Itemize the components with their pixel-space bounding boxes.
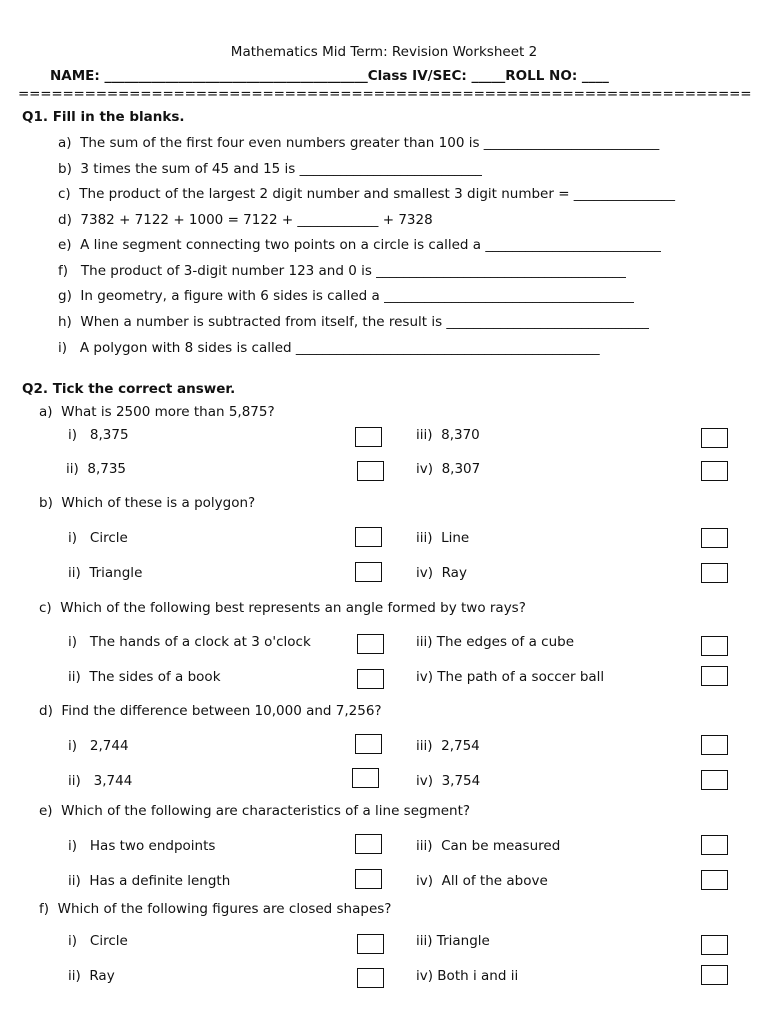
q2a-checkbox-iv[interactable] xyxy=(701,461,728,481)
q2-heading: Q2. Tick the correct answer. xyxy=(22,381,236,397)
q2a-checkbox-iii[interactable] xyxy=(701,428,728,448)
q1-item-i[interactable]: i) A polygon with 8 sides is called _____________________________________________ xyxy=(58,340,600,356)
q2f-checkbox-ii[interactable] xyxy=(357,968,384,988)
q2a-checkbox-i[interactable] xyxy=(355,427,382,447)
q2a-question: a) What is 2500 more than 5,875? xyxy=(39,404,275,420)
q2c-option-iv: iv) The path of a soccer ball xyxy=(416,669,605,685)
q2a-option-iii: iii) 8,370 xyxy=(416,427,480,443)
q2d-question: d) Find the difference between 10,000 and 7,256? xyxy=(39,703,382,719)
q1-item-b[interactable]: b) 3 times the sum of 45 and 15 is ___________________________ xyxy=(58,161,482,177)
q2c-option-ii: ii) The sides of a book xyxy=(68,669,221,685)
q2d-checkbox-i[interactable] xyxy=(355,734,382,754)
q1-item-g[interactable]: g) In geometry, a figure with 6 sides is called a _____________________________________ xyxy=(58,288,634,304)
q2a-option-i: i) 8,375 xyxy=(68,427,129,443)
q2e-checkbox-iv[interactable] xyxy=(701,870,728,890)
q2d-checkbox-ii[interactable] xyxy=(352,768,379,788)
q2c-checkbox-iv[interactable] xyxy=(701,666,728,686)
q2c-option-iii: iii) The edges of a cube xyxy=(416,634,575,650)
worksheet-title: Mathematics Mid Term: Revision Worksheet 2 xyxy=(230,44,538,60)
q2b-option-iv: iv) Ray xyxy=(416,565,467,581)
q2f-option-iv: iv) Both i and ii xyxy=(416,968,519,984)
q2a-checkbox-ii[interactable] xyxy=(357,461,384,481)
q2c-checkbox-iii[interactable] xyxy=(701,636,728,656)
q1-item-c[interactable]: c) The product of the largest 2 digit number and smallest 3 digit number = _______________ xyxy=(58,186,676,202)
q2d-option-iii: iii) 2,754 xyxy=(416,738,480,754)
separator-line: ================================================================== xyxy=(18,86,752,102)
q2b-checkbox-i[interactable] xyxy=(355,527,382,547)
q2e-option-iii: iii) Can be measured xyxy=(416,838,561,854)
q1-item-f[interactable]: f) The product of 3-digit number 123 and 0 is _____________________________________ xyxy=(58,263,626,279)
q2d-checkbox-iii[interactable] xyxy=(701,735,728,755)
q1-item-e[interactable]: e) A line segment connecting two points on a circle is called a __________________________ xyxy=(58,237,661,253)
q1-item-d[interactable]: d) 7382 + 7122 + 1000 = 7122 + ____________ + 7328 xyxy=(58,212,433,228)
q2f-option-i: i) Circle xyxy=(68,933,128,949)
q2b-checkbox-iii[interactable] xyxy=(701,528,728,548)
q2e-option-i: i) Has two endpoints xyxy=(68,838,216,854)
q2c-checkbox-ii[interactable] xyxy=(357,669,384,689)
q2b-option-i: i) Circle xyxy=(68,530,128,546)
q2f-option-ii: ii) Ray xyxy=(68,968,115,984)
student-info-line[interactable]: NAME: _______________________________________Class IV/SEC: _____ROLL NO: ____ xyxy=(50,68,609,84)
q2a-option-iv: iv) 8,307 xyxy=(416,461,481,477)
q2b-option-ii: ii) Triangle xyxy=(68,565,143,581)
q2e-checkbox-ii[interactable] xyxy=(355,869,382,889)
q2f-checkbox-iii[interactable] xyxy=(701,935,728,955)
q2b-question: b) Which of these is a polygon? xyxy=(39,495,256,511)
q2d-option-iv: iv) 3,754 xyxy=(416,773,481,789)
q1-item-a[interactable]: a) The sum of the first four even numbers greater than 100 is __________________________ xyxy=(58,135,660,151)
q2e-option-ii: ii) Has a definite length xyxy=(68,873,231,889)
q2c-option-i: i) The hands of a clock at 3 o'clock xyxy=(68,634,311,650)
q2e-checkbox-i[interactable] xyxy=(355,834,382,854)
q2e-checkbox-iii[interactable] xyxy=(701,835,728,855)
q2c-question: c) Which of the following best represents an angle formed by two rays? xyxy=(39,600,526,616)
q2d-option-ii: ii) 3,744 xyxy=(68,773,133,789)
q2b-checkbox-ii[interactable] xyxy=(355,562,382,582)
q2b-option-iii: iii) Line xyxy=(416,530,470,546)
q2f-question: f) Which of the following figures are closed shapes? xyxy=(39,901,392,917)
q2f-option-iii: iii) Triangle xyxy=(416,933,490,949)
q2e-question: e) Which of the following are characteristics of a line segment? xyxy=(39,803,471,819)
q1-heading: Q1. Fill in the blanks. xyxy=(22,109,185,125)
q2c-checkbox-i[interactable] xyxy=(357,634,384,654)
q2d-option-i: i) 2,744 xyxy=(68,738,129,754)
q1-item-h[interactable]: h) When a number is subtracted from itself, the result is ______________________________ xyxy=(58,314,649,330)
q2d-checkbox-iv[interactable] xyxy=(701,770,728,790)
q2f-checkbox-iv[interactable] xyxy=(701,965,728,985)
q2e-option-iv: iv) All of the above xyxy=(416,873,548,889)
q2f-checkbox-i[interactable] xyxy=(357,934,384,954)
q2a-option-ii: ii) 8,735 xyxy=(66,461,126,477)
q2b-checkbox-iv[interactable] xyxy=(701,563,728,583)
